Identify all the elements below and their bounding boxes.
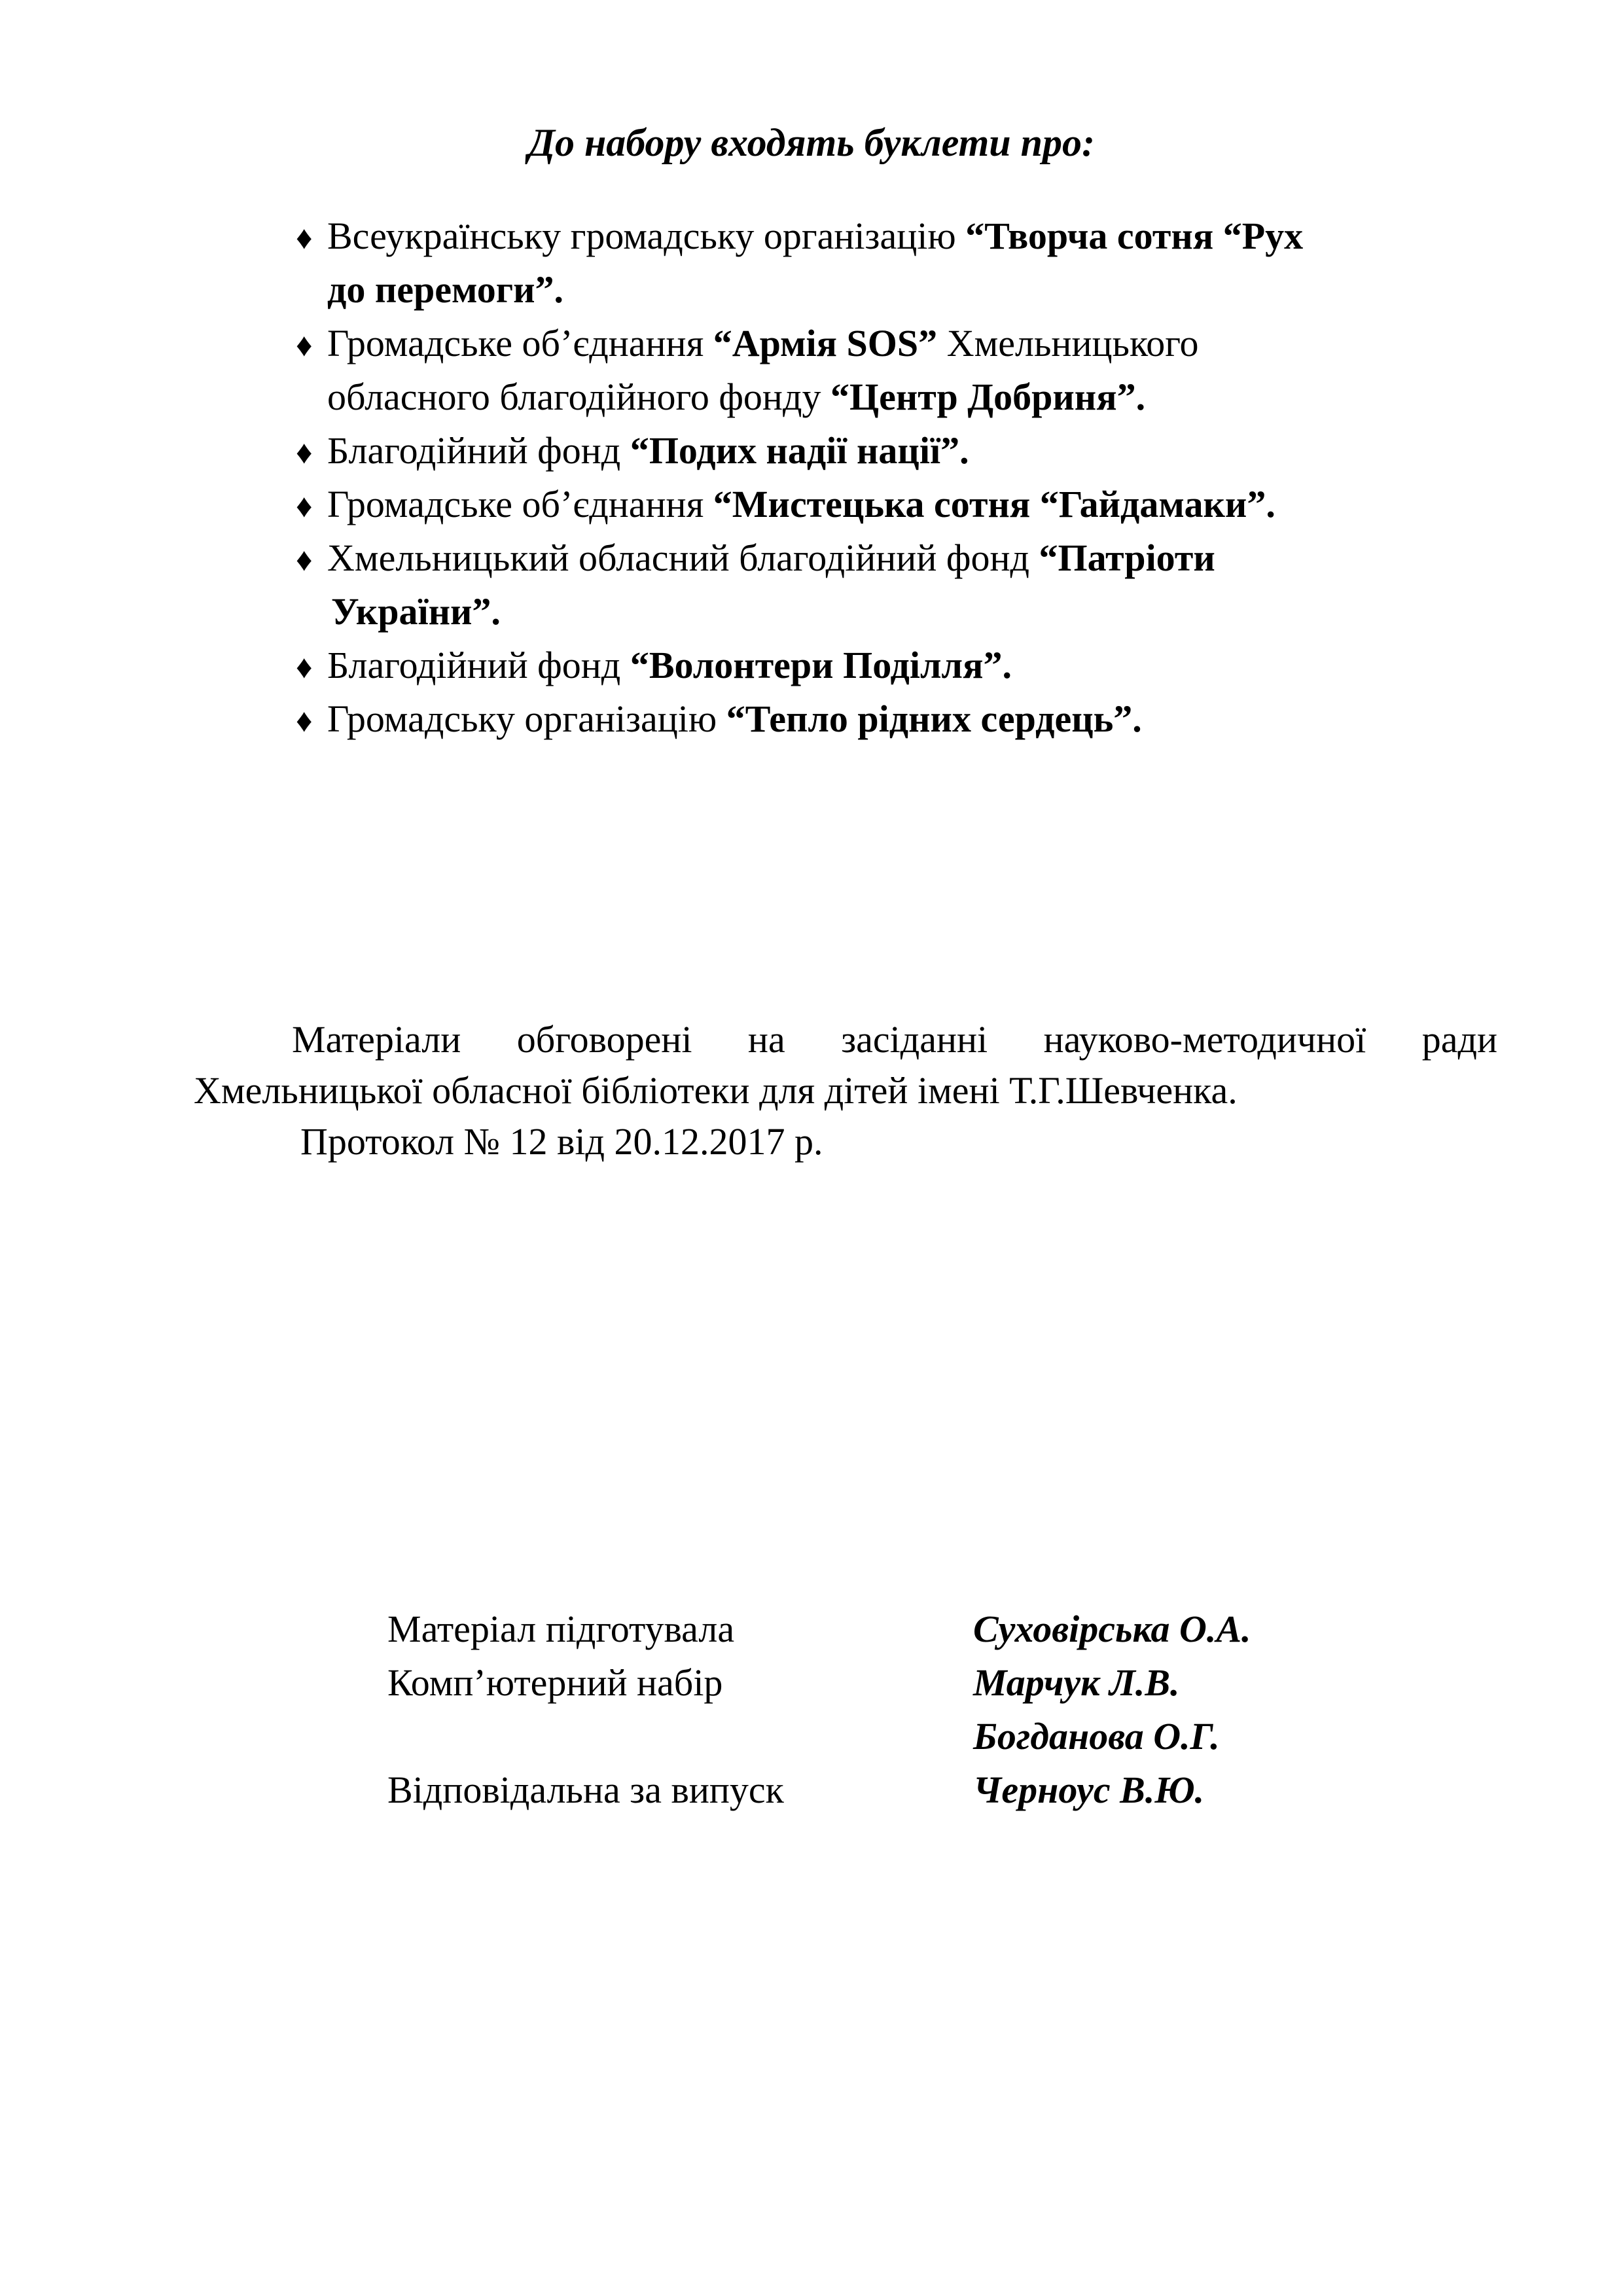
booklet-org-name: “Волонтери Поділля”. bbox=[630, 644, 1012, 686]
diamond-bullet-icon: ♦ bbox=[296, 487, 313, 524]
list-item bbox=[296, 478, 1275, 533]
credit-label-typeset: Комп’ютерний набір bbox=[387, 1661, 723, 1704]
diamond-bullet-icon: ♦ bbox=[296, 541, 313, 578]
diamond-bullet-icon: ♦ bbox=[296, 648, 313, 685]
booklet-org-name: “Армія SOS” bbox=[713, 322, 938, 364]
booklet-org-type: Благодійний фонд bbox=[327, 644, 630, 686]
approval-line-2: Хмельницької обласної бібліотеки для дітей імені Т.Г.Шевченка. bbox=[194, 1069, 1238, 1112]
approval-paragraph bbox=[194, 1014, 1497, 1116]
booklet-org-type: Благодійний фонд bbox=[327, 429, 630, 472]
list-item bbox=[296, 424, 969, 479]
booklet-org-name: “Тепло рідних сердець”. bbox=[726, 698, 1142, 740]
booklet-org-type: Громадське об’єднання bbox=[327, 483, 713, 525]
list-item bbox=[296, 317, 1199, 372]
list-item bbox=[296, 209, 1303, 264]
booklet-org-type-cont: обласного благодійного фонду bbox=[327, 376, 830, 418]
booklet-org-name-cont: “Центр Добриня”. bbox=[830, 376, 1146, 418]
credit-name-responsible: Черноус В.Ю. bbox=[973, 1769, 1205, 1811]
approval-line-1: Матеріали обговорені на засіданні науково-методичної ради bbox=[292, 1018, 1497, 1061]
credit-label-prepared: Матеріал підготувала bbox=[387, 1608, 735, 1650]
credit-label-responsible: Відповідальна за випуск bbox=[387, 1769, 784, 1811]
credit-name-typeset-2: Богданова О.Г. bbox=[973, 1715, 1220, 1757]
diamond-bullet-icon: ♦ bbox=[296, 327, 313, 363]
booklet-org-type: Громадську організацію bbox=[327, 698, 726, 740]
booklet-org-name-cont: до перемоги”. bbox=[327, 268, 563, 311]
page-heading: До набору входять буклети про: bbox=[528, 121, 1095, 164]
list-item bbox=[296, 639, 1012, 694]
booklet-org-type: Громадське об’єднання bbox=[327, 322, 713, 364]
booklet-org-type: Хмельницький обласний благодійний фонд bbox=[327, 537, 1039, 579]
booklet-org-name-cont: України”. bbox=[331, 590, 501, 633]
list-item-continuation bbox=[327, 263, 563, 317]
protocol-line: Протокол № 12 від 20.12.2017 р. bbox=[300, 1120, 823, 1163]
booklet-org-suffix: Хмельницького bbox=[937, 322, 1199, 364]
list-item-continuation bbox=[327, 370, 1145, 424]
booklet-org-name: “Подих надії нації”. bbox=[630, 429, 969, 472]
list-item-continuation bbox=[331, 585, 501, 639]
booklet-org-name: “Творча сотня “Рух bbox=[965, 215, 1304, 257]
credit-name-prepared: Суховірська О.А. bbox=[973, 1608, 1251, 1650]
credit-name-typeset-1: Марчук Л.В. bbox=[973, 1661, 1180, 1704]
booklet-org-type: Всеукраїнську громадську організацію bbox=[327, 215, 966, 257]
list-item bbox=[296, 692, 1142, 747]
diamond-bullet-icon: ♦ bbox=[296, 219, 313, 256]
list-item bbox=[296, 531, 1215, 586]
diamond-bullet-icon: ♦ bbox=[296, 702, 313, 739]
diamond-bullet-icon: ♦ bbox=[296, 434, 313, 470]
booklet-org-name: “Мистецька сотня “Гайдамаки”. bbox=[713, 483, 1275, 525]
booklet-org-name: “Патріоти bbox=[1039, 537, 1215, 579]
